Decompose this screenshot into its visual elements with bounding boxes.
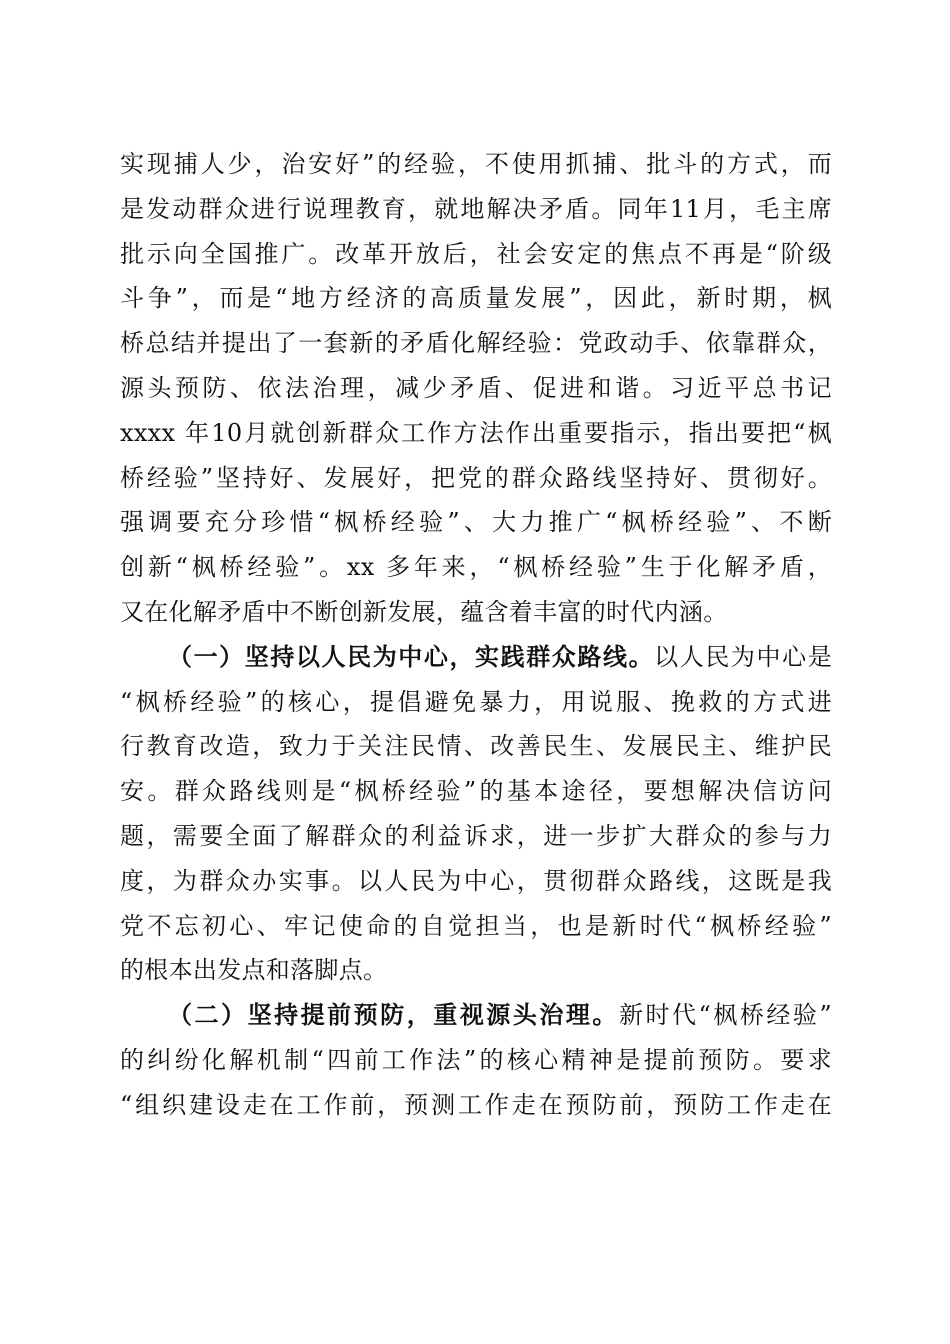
- text-line: 批示向全国推广。改革开放后，社会安定的焦点不再是“阶级: [120, 239, 832, 268]
- text-line: xxxx 年10月就创新群众工作方法作出重要指示，指出要把“枫: [120, 418, 832, 447]
- text-line: 源头预防、依法治理，减少矛盾、促进和谐。习近平总书记: [120, 373, 832, 402]
- text-line: 党不忘初心、牢记使命的自觉担当，也是新时代“枫桥经验”: [120, 911, 832, 940]
- paragraph-section-1: [120, 635, 832, 993]
- text-line: 是发动群众进行说理教育，就地解决矛盾。同年11月，毛主席: [120, 194, 832, 223]
- text-line: 桥经验”坚持好、发展好，把党的群众路线坚持好、贯彻好。: [120, 463, 832, 492]
- text-line: 的纠纷化解机制“四前工作法”的核心精神是提前预防。要求: [120, 1045, 832, 1074]
- section-first-line-text: 以人民为中心是: [654, 642, 832, 671]
- text-line: 度，为群众办实事。以人民为中心，贯彻群众路线，这既是我: [120, 866, 832, 895]
- text-line: “枫桥经验”的核心，提倡避免暴力，用说服、挽救的方式进: [120, 687, 832, 716]
- text-line: 又在化解矛盾中不断创新发展，蕴含着丰富的时代内涵。: [120, 597, 728, 626]
- text-line: 实现捕人少，治安好”的经验，不使用抓捕、批斗的方式，而: [120, 150, 832, 178]
- text-line: 斗争”，而是“地方经济的高质量发展”，因此，新时期，枫: [120, 284, 832, 313]
- text-line: 安。群众路线则是“枫桥经验”的基本途径，要想解决信访问: [120, 777, 832, 806]
- text-line: 题，需要全面了解群众的利益诉求，进一步扩大群众的参与力: [120, 821, 832, 850]
- text-line: “组织建设走在工作前，预测工作走在预防前，预防工作走在: [120, 1090, 832, 1119]
- section-first-line: [120, 635, 832, 680]
- text-line: 的根本出发点和落脚点。: [120, 956, 388, 985]
- section-heading: （二）坚持提前预防，重视源头治理。: [168, 1000, 619, 1030]
- text-line: 强调要充分珍惜“枫桥经验”、大力推广“枫桥经验”、不断: [120, 508, 832, 537]
- text-line: 创新“枫桥经验”。xx 多年来，“枫桥经验”生于化解矛盾，: [120, 553, 832, 582]
- section-first-line-text: 新时代“枫桥经验”: [618, 1001, 832, 1030]
- document-body: [120, 142, 832, 1128]
- section-heading: （一）坚持以人民为中心，实践群众路线。: [168, 641, 655, 671]
- paragraph-section-2: [120, 993, 832, 1127]
- section-first-line: [120, 993, 832, 1038]
- paragraph-intro: [120, 142, 832, 635]
- text-line: 桥总结并提出了一套新的矛盾化解经验：党政动手、依靠群众，: [120, 329, 832, 358]
- text-line: 行教育改造，致力于关注民情、改善民生、发展民主、维护民: [120, 732, 832, 761]
